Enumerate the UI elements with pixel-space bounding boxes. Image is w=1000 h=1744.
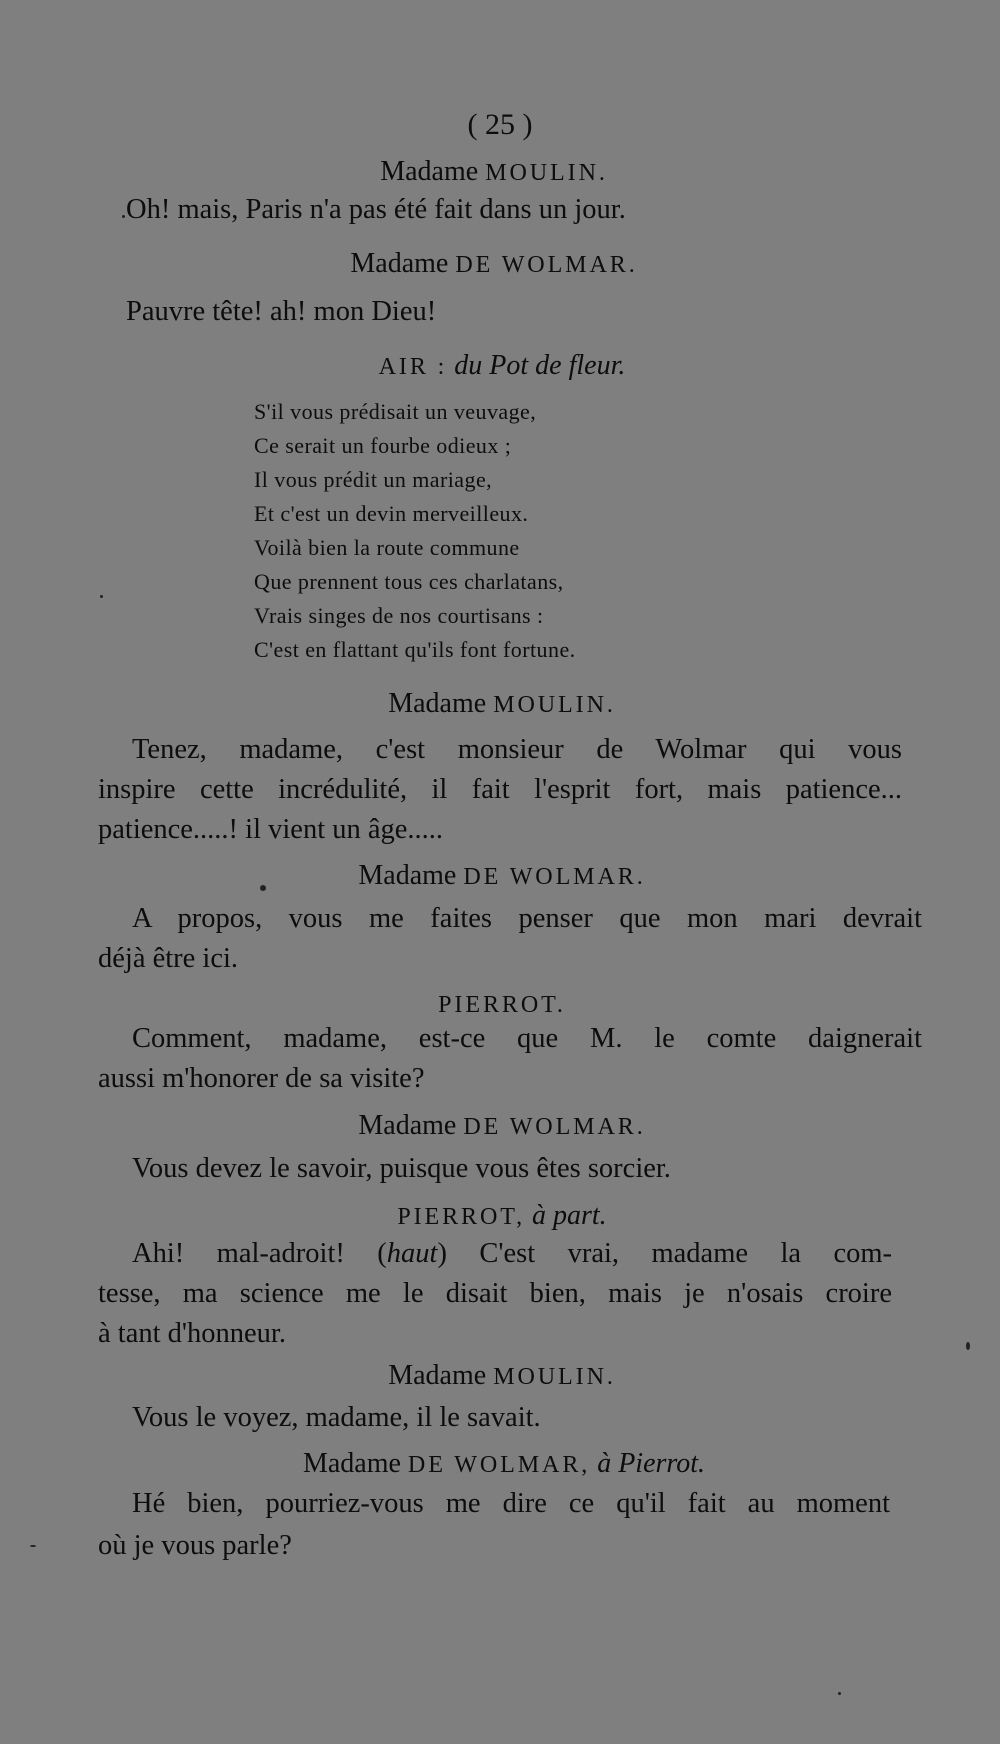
speaker-title: Madame — [388, 1360, 487, 1391]
dialogue-line: à tant d'honneur. — [98, 1318, 286, 1349]
speaker-heading — [2, 862, 1000, 890]
speaker-heading — [4, 1450, 1000, 1478]
speaker-heading — [2, 1362, 1000, 1390]
speaker-heading — [2, 990, 1000, 1018]
speaker-name: MOULIN. — [485, 160, 608, 186]
scan-speck — [30, 1545, 36, 1547]
verse-line: S'il vous prédisait un veuvage, — [254, 399, 537, 424]
verse-line: Il vous prédit un mariage, — [254, 467, 493, 492]
stage-direction: haut — [386, 1238, 438, 1269]
speaker-name: MOULIN. — [493, 692, 616, 718]
dialogue-line — [132, 1240, 892, 1269]
stage-direction: à part. — [532, 1200, 607, 1231]
speaker-heading — [0, 158, 994, 186]
verse-line: Voilà bien la route commune — [254, 535, 520, 560]
speaker-heading — [2, 690, 1000, 718]
dialogue-line: Comment, madame, est-ce que M. le comte daignerait — [132, 1023, 922, 1054]
scan-speck — [122, 215, 125, 218]
dialogue-line: où je vous parle? — [98, 1530, 292, 1561]
verse-line: Ce serait un fourbe odieux ; — [254, 433, 512, 458]
dialogue-line: Hé bien, pourriez-vous me dire ce qu'il fait au moment — [132, 1488, 890, 1519]
dialogue-line: Oh! mais, Paris n'a pas été fait dans un jour. — [126, 194, 626, 225]
verse-line: Que prennent tous ces charlatans, — [254, 569, 564, 594]
dialogue-line: Vous devez le savoir, puisque vous êtes sorcier. — [132, 1153, 671, 1184]
dialogue-line: Vous le voyez, madame, il le savait. — [132, 1402, 541, 1433]
speaker-name: MOULIN. — [493, 1364, 616, 1390]
speaker-heading — [2, 1112, 1000, 1140]
speaker-heading — [0, 250, 994, 278]
dialogue-line: Pauvre tête! ah! mon Dieu! — [126, 296, 437, 327]
speaker-name: DE WOLMAR. — [463, 1114, 646, 1140]
scan-speck — [260, 885, 266, 891]
speaker-title: Madame — [358, 860, 457, 891]
verse-line: Vrais singes de nos courtisans : — [254, 603, 544, 628]
dialogue-line: tesse, ma science me le disait bien, mais je n'osais croire — [98, 1278, 892, 1309]
speaker-name: DE WOLMAR, — [407, 1452, 591, 1478]
speaker-title: Madame — [380, 156, 479, 187]
speaker-name: DE WOLMAR. — [455, 252, 638, 278]
speaker-name: DE WOLMAR. — [463, 864, 646, 890]
speaker-heading — [2, 1202, 1000, 1230]
dialogue-line: inspire cette incrédulité, il fait l'esprit fort, mais patience... — [98, 774, 902, 805]
speaker-name: PIERROT, — [397, 1204, 525, 1230]
page-number: ( 25 ) — [467, 108, 533, 141]
air-label: AIR : — [378, 354, 448, 380]
scan-speck — [966, 1342, 970, 1350]
air-heading — [2, 352, 1000, 380]
dialogue-text: Ahi! mal-adroit! ( — [132, 1238, 387, 1269]
dialogue-line: aussi m'honorer de sa visite? — [98, 1063, 425, 1094]
dialogue-text: ) C'est vrai, madame la com- — [437, 1238, 893, 1269]
dialogue-line: patience.....! il vient un âge..... — [98, 814, 444, 845]
speaker-title: Madame — [350, 248, 449, 279]
stage-direction: à Pierrot. — [597, 1448, 706, 1479]
speaker-title: Madame — [358, 1110, 457, 1141]
speaker-title: Madame — [388, 688, 487, 719]
verse-line: Et c'est un devin merveilleux. — [254, 501, 529, 526]
verse-line: C'est en flattant qu'ils font fortune. — [254, 637, 576, 662]
scan-speck — [838, 1692, 841, 1695]
air-title: du Pot de fleur. — [454, 350, 626, 381]
dialogue-line: A propos, vous me faites penser que mon mari devrait — [132, 903, 922, 934]
speaker-name: PIERROT. — [438, 992, 566, 1018]
scan-speck — [100, 595, 103, 598]
dialogue-line: Tenez, madame, c'est monsieur de Wolmar qui vous — [132, 734, 902, 765]
speaker-title: Madame — [302, 1448, 401, 1479]
dialogue-line: déjà être ici. — [98, 943, 239, 974]
